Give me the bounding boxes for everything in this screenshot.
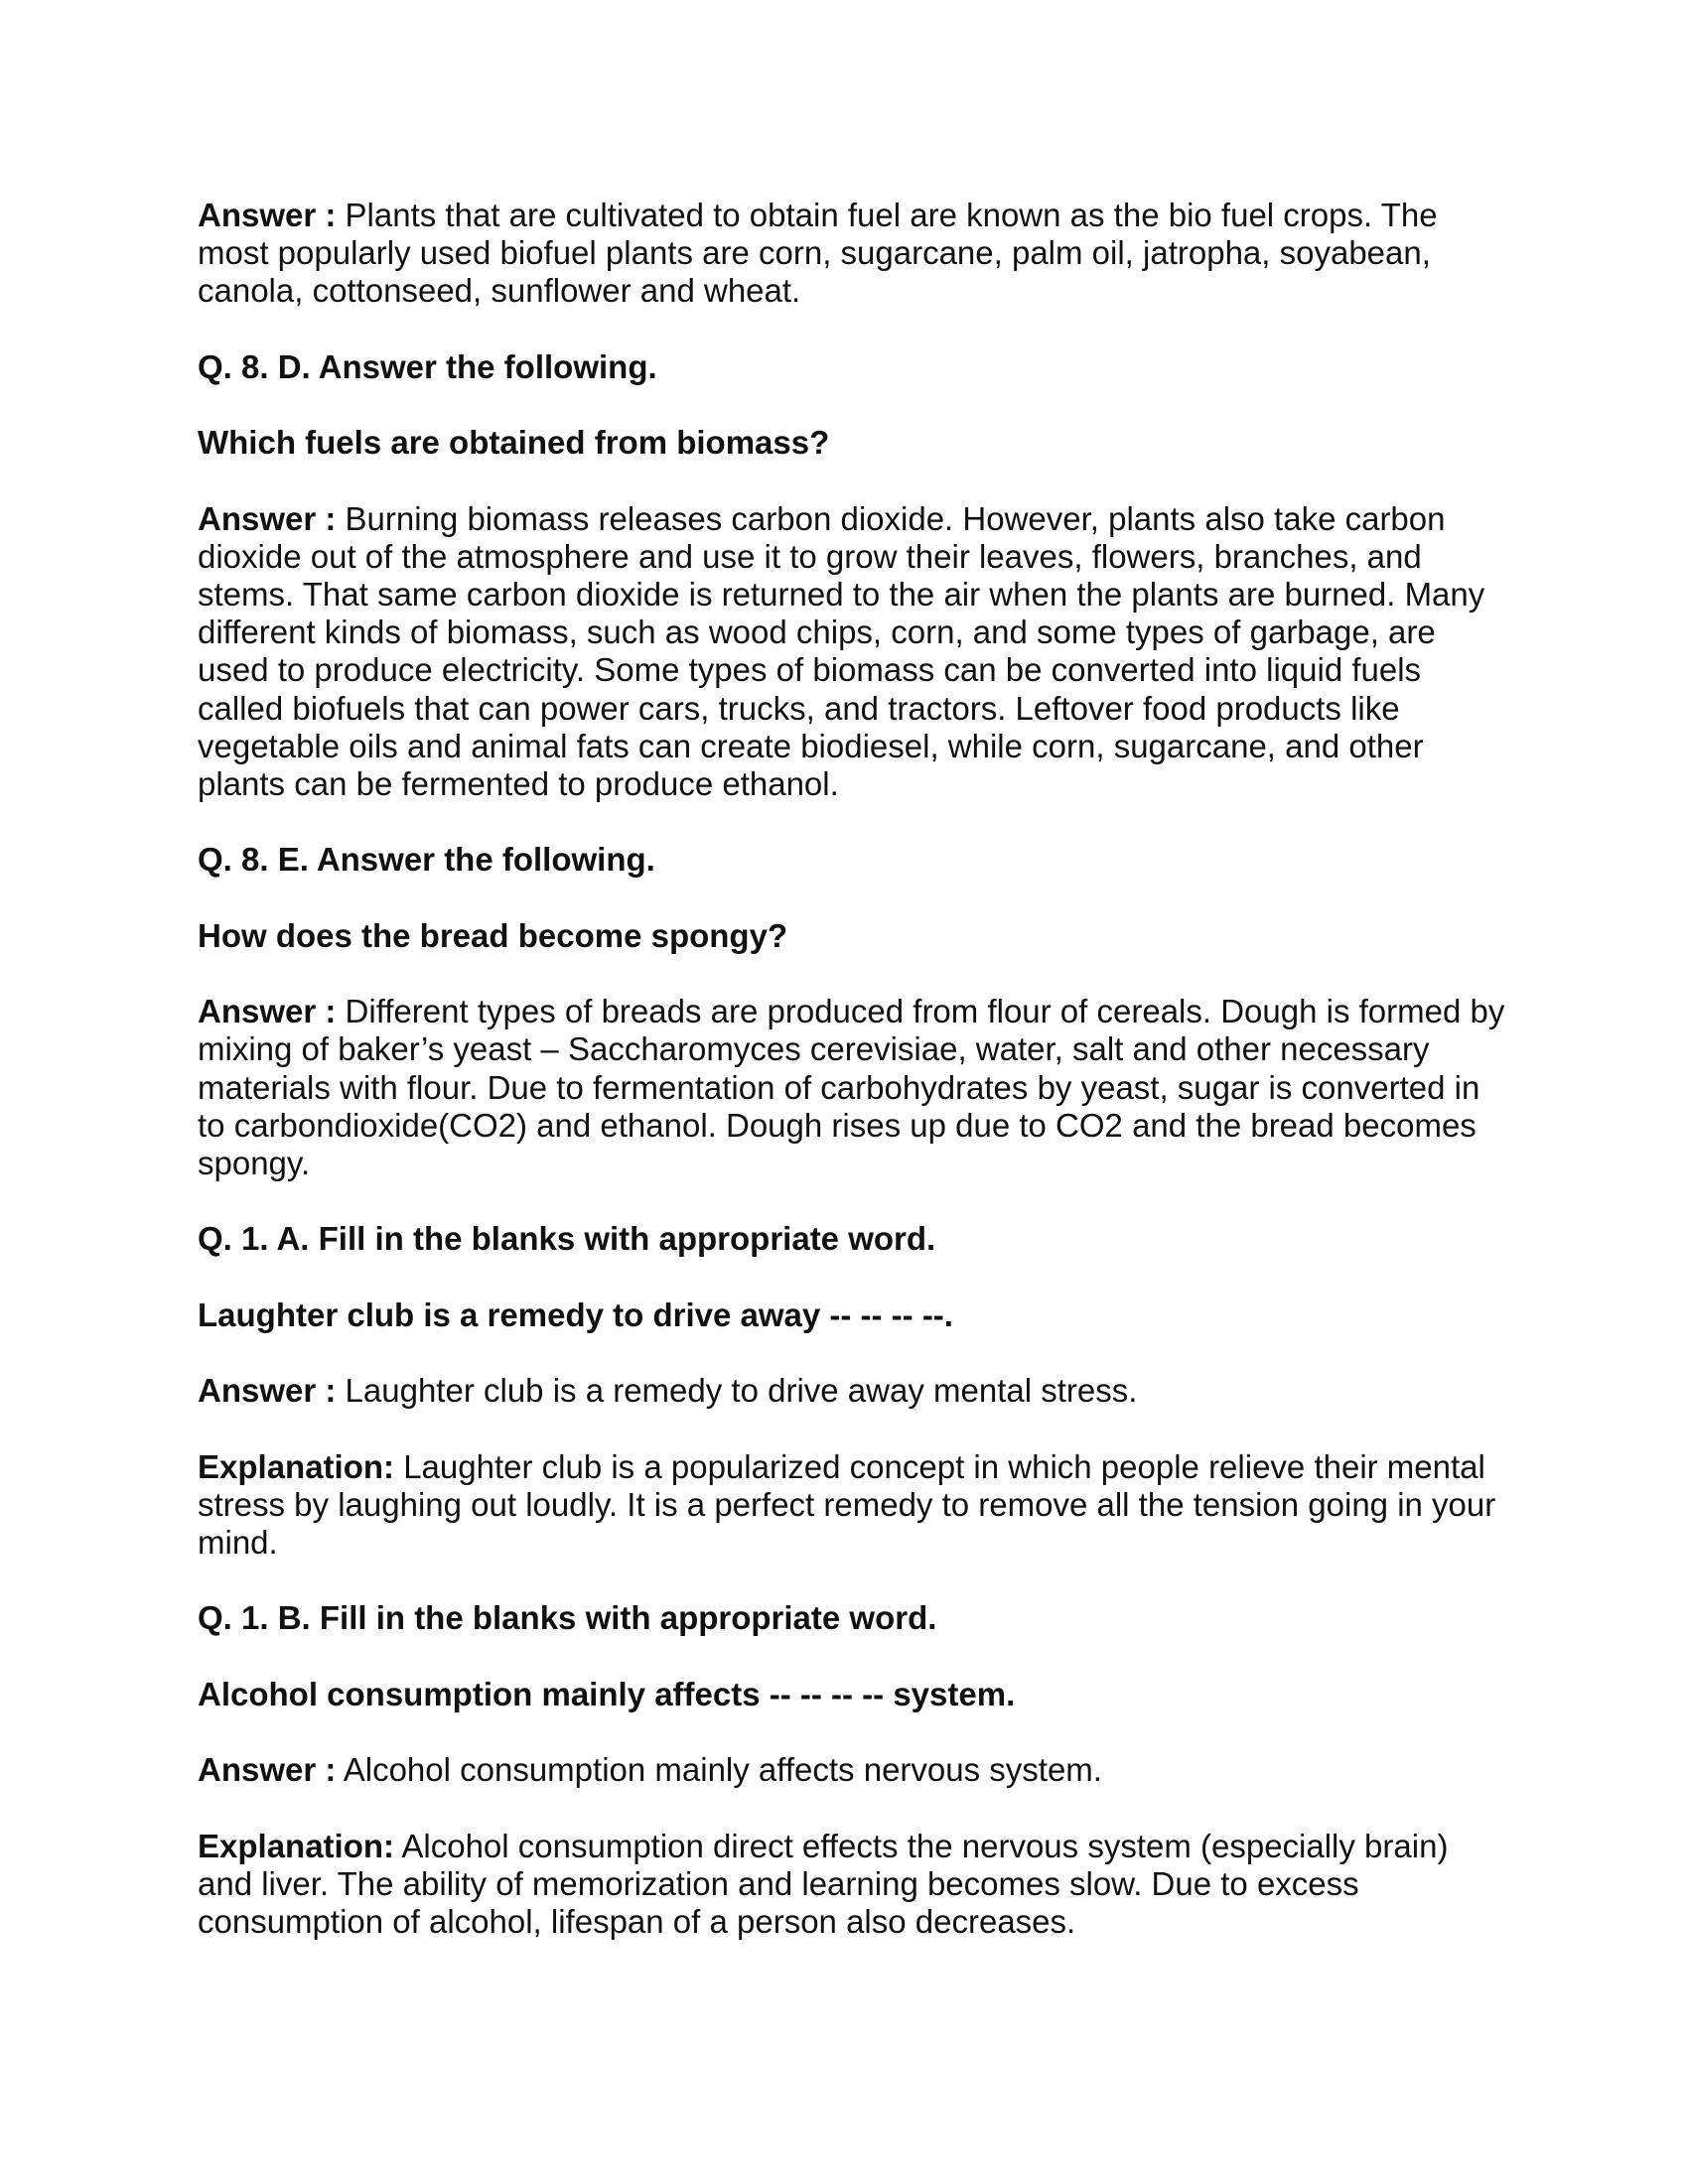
answer-text: Laughter club is a remedy to drive away mental stress.	[336, 1372, 1138, 1410]
answer-label: Answer :	[198, 499, 337, 537]
document-page	[198, 197, 1508, 1979]
question-text: Which fuels are obtained from biomass?	[198, 424, 830, 462]
question-heading: Q. 8. E. Answer the following.	[198, 841, 655, 879]
question-heading: Q. 1. B. Fill in the blanks with appropriate word.	[198, 1599, 937, 1637]
answer-text: Burning biomass releases carbon dioxide. However, plants also take carbon dioxide out of the atmosphere and use it to grow their leaves, flowers, branches, and stems. That same carbon dioxide is returned to the air when the plants are burned. Many different kinds of biomass, such as wood chips, corn, and some types of garbage, are used to produce electricity. Some types of biomass can be converted into liquid fuels called biofuels that can power cars, trucks, and tractors. Leftover food products like vegetable oils and animal fats can create biodiesel, while corn, sugarcane, and other plants can be fermented to produce ethanol.	[198, 499, 1485, 802]
question-text: How does the bread become spongy?	[198, 916, 788, 954]
explanation-label: Explanation:	[198, 1827, 395, 1864]
question-text: Alcohol consumption mainly affects -- -- -- -- system.	[198, 1675, 1016, 1712]
answer-text: Plants that are cultivated to obtain fuel are known as the bio fuel crops. The most popularly used biofuel plants are corn, sugarcane, palm oil, jatropha, soyabean, canola, cottonseed, sunflower and wheat.	[198, 197, 1438, 310]
answer-paragraph	[198, 993, 1508, 1182]
explanation-label: Explanation:	[198, 1447, 395, 1485]
answer-label: Answer :	[198, 197, 337, 233]
answer-paragraph	[198, 500, 1508, 804]
question-heading: Q. 8. D. Answer the following.	[198, 347, 657, 385]
explanation-paragraph	[198, 1448, 1508, 1563]
explanation-text: Alcohol consumption direct effects the nervous system (especially brain) and liver. The ability of memorization and learning becomes slow. Due to excess consumption of alcohol, lifespan of a person also decreases.	[198, 1827, 1449, 1940]
explanation-text: Laughter club is a popularized concept in which people relieve their mental stress by laughing out loudly. It is a perfect remedy to remove all the tension going in your mind.	[198, 1447, 1496, 1561]
answer-label: Answer :	[198, 993, 337, 1030]
answer-label: Answer :	[198, 1751, 337, 1789]
answer-paragraph	[198, 197, 1508, 311]
answer-label: Answer :	[198, 1372, 337, 1410]
answer-text: Alcohol consumption mainly affects nervous system.	[336, 1751, 1102, 1789]
question-text: Laughter club is a remedy to drive away -- -- -- --.	[198, 1296, 953, 1333]
answer-text: Different types of breads are produced from flour of cereals. Dough is formed by mixing of baker’s yeast – Saccharomyces cerevisiae, water, salt and other necessary materials with flour. Due to fermentation of carbohydrates by yeast, sugar is converted in to carbondioxide(CO2) and ethanol. Dough rises up due to CO2 and the bread becomes spongy.	[198, 993, 1505, 1181]
explanation-paragraph	[198, 1828, 1508, 1942]
answer-paragraph	[198, 1372, 1508, 1410]
answer-paragraph	[198, 1751, 1508, 1789]
question-heading: Q. 1. A. Fill in the blanks with appropriate word.	[198, 1220, 936, 1258]
